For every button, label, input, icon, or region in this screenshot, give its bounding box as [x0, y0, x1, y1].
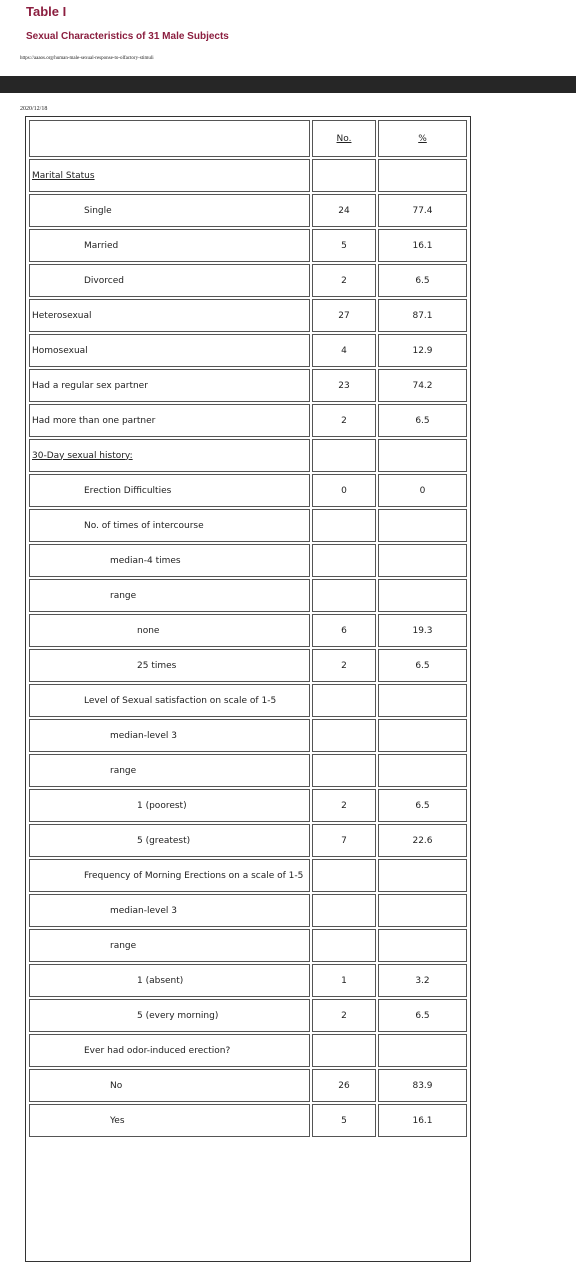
row-percent: 6.5	[378, 789, 467, 822]
table-row	[29, 1034, 467, 1067]
row-count: 23	[312, 369, 376, 402]
row-label-cell	[29, 789, 310, 822]
row-label-cell	[29, 1034, 310, 1067]
row-percent	[378, 159, 467, 192]
table-row	[29, 894, 467, 927]
row-count: 26	[312, 1069, 376, 1102]
row-count: 2	[312, 999, 376, 1032]
table-row	[29, 264, 467, 297]
row-label: 5 (greatest)	[137, 835, 191, 846]
row-label-cell	[29, 964, 310, 997]
row-label-cell	[29, 929, 310, 962]
row-label-cell	[29, 824, 310, 857]
table-row	[29, 544, 467, 577]
row-label: median-level 3	[110, 730, 177, 741]
row-count	[312, 719, 376, 752]
table-row	[29, 1069, 467, 1102]
row-percent: 3.2	[378, 964, 467, 997]
row-label-cell	[29, 509, 310, 542]
row-label: Had more than one partner	[32, 415, 156, 426]
row-percent	[378, 579, 467, 612]
row-percent	[378, 894, 467, 927]
row-label: Single	[84, 205, 112, 216]
row-label: range	[110, 590, 137, 601]
row-percent: 12.9	[378, 334, 467, 367]
row-label-cell	[29, 264, 310, 297]
row-label: Yes	[110, 1115, 125, 1126]
row-label: Level of Sexual satisfaction on scale of 1-5	[84, 695, 277, 706]
row-count	[312, 159, 376, 192]
source-url: https://aaaos.org/human-male-sexual-response-to-olfactory-stimuli	[20, 56, 154, 61]
row-label: none	[137, 625, 160, 636]
row-label-cell	[29, 614, 310, 647]
row-percent: 19.3	[378, 614, 467, 647]
row-percent: 6.5	[378, 649, 467, 682]
print-date: 2020/12/18	[20, 106, 48, 112]
column-header-percent: %	[378, 120, 467, 157]
table-row	[29, 684, 467, 717]
row-label-cell	[29, 474, 310, 507]
row-label: Had a regular sex partner	[32, 380, 148, 391]
row-label: Married	[84, 240, 119, 251]
row-count: 0	[312, 474, 376, 507]
table-row	[29, 229, 467, 262]
row-label-cell	[29, 719, 310, 752]
row-label-cell	[29, 1104, 310, 1137]
row-label-cell	[29, 369, 310, 402]
table-row	[29, 754, 467, 787]
characteristics-table	[27, 118, 469, 1139]
row-label: No	[110, 1080, 123, 1091]
row-percent: 22.6	[378, 824, 467, 857]
table-subtitle: Sexual Characteristics of 31 Male Subjects	[26, 31, 229, 42]
row-label-cell	[29, 579, 310, 612]
table-row	[29, 474, 467, 507]
row-label: range	[110, 940, 137, 951]
row-count: 1	[312, 964, 376, 997]
row-label: Homosexual	[32, 345, 88, 356]
table-row	[29, 299, 467, 332]
table-row	[29, 579, 467, 612]
table-row	[29, 859, 467, 892]
row-label-cell	[29, 159, 310, 192]
row-count: 2	[312, 649, 376, 682]
row-percent	[378, 929, 467, 962]
row-label: 1 (poorest)	[137, 800, 187, 811]
row-label-cell	[29, 894, 310, 927]
row-label-cell	[29, 439, 310, 472]
row-count: 5	[312, 229, 376, 262]
row-label: Marital Status	[32, 170, 95, 181]
row-percent: 6.5	[378, 264, 467, 297]
row-label: 5 (every morning)	[137, 1010, 219, 1021]
table-row	[29, 509, 467, 542]
column-header-label	[29, 120, 310, 157]
row-count: 6	[312, 614, 376, 647]
row-percent: 6.5	[378, 999, 467, 1032]
header-bar	[0, 76, 576, 93]
row-label: median-4 times	[110, 555, 181, 566]
row-count: 2	[312, 404, 376, 437]
row-label-cell	[29, 404, 310, 437]
table-row	[29, 929, 467, 962]
table-row	[29, 999, 467, 1032]
row-count	[312, 579, 376, 612]
table-title: Table I	[26, 4, 67, 19]
table-body	[29, 159, 467, 1137]
row-count: 2	[312, 264, 376, 297]
row-label: 1 (absent)	[137, 975, 184, 986]
row-label-cell	[29, 544, 310, 577]
row-count: 24	[312, 194, 376, 227]
row-percent	[378, 859, 467, 892]
row-count	[312, 544, 376, 577]
row-label-cell	[29, 999, 310, 1032]
row-count	[312, 894, 376, 927]
table-row	[29, 649, 467, 682]
table-row	[29, 614, 467, 647]
row-label-cell	[29, 229, 310, 262]
row-count: 7	[312, 824, 376, 857]
table-row	[29, 964, 467, 997]
row-label-cell	[29, 859, 310, 892]
row-percent: 16.1	[378, 229, 467, 262]
row-percent	[378, 719, 467, 752]
row-count	[312, 684, 376, 717]
table-row	[29, 719, 467, 752]
row-percent	[378, 684, 467, 717]
row-count	[312, 439, 376, 472]
row-label: Heterosexual	[32, 310, 92, 321]
row-label: Erection Difficulties	[84, 485, 172, 496]
table-row	[29, 824, 467, 857]
row-label: range	[110, 765, 137, 776]
row-percent: 0	[378, 474, 467, 507]
table-row	[29, 369, 467, 402]
row-percent	[378, 1034, 467, 1067]
row-percent: 6.5	[378, 404, 467, 437]
table-row	[29, 789, 467, 822]
table-row	[29, 1104, 467, 1137]
column-header-number: No.	[312, 120, 376, 157]
row-count	[312, 1034, 376, 1067]
row-percent	[378, 509, 467, 542]
row-label: No. of times of intercourse	[84, 520, 204, 531]
row-label: 25 times	[137, 660, 177, 671]
table-row	[29, 404, 467, 437]
row-percent: 77.4	[378, 194, 467, 227]
table-row	[29, 159, 467, 192]
row-label: Frequency of Morning Erections on a scale of 1-5	[84, 870, 304, 881]
header-row	[29, 120, 467, 157]
row-count: 2	[312, 789, 376, 822]
row-count: 4	[312, 334, 376, 367]
row-percent	[378, 439, 467, 472]
row-label-cell	[29, 649, 310, 682]
row-count: 5	[312, 1104, 376, 1137]
row-percent: 87.1	[378, 299, 467, 332]
row-label: 30-Day sexual history:	[32, 450, 133, 461]
row-percent: 74.2	[378, 369, 467, 402]
row-count	[312, 754, 376, 787]
row-count: 27	[312, 299, 376, 332]
row-count	[312, 929, 376, 962]
row-label: Ever had odor-induced erection?	[84, 1045, 231, 1056]
row-label: median-level 3	[110, 905, 177, 916]
row-label-cell	[29, 299, 310, 332]
table-row	[29, 194, 467, 227]
row-count	[312, 859, 376, 892]
row-label-cell	[29, 754, 310, 787]
row-label-cell	[29, 1069, 310, 1102]
row-label-cell	[29, 194, 310, 227]
row-percent: 83.9	[378, 1069, 467, 1102]
table-row	[29, 334, 467, 367]
table-row	[29, 439, 467, 472]
row-percent	[378, 754, 467, 787]
row-count	[312, 509, 376, 542]
row-label: Divorced	[84, 275, 124, 286]
row-label-cell	[29, 334, 310, 367]
row-percent	[378, 544, 467, 577]
row-percent: 16.1	[378, 1104, 467, 1137]
row-label-cell	[29, 684, 310, 717]
